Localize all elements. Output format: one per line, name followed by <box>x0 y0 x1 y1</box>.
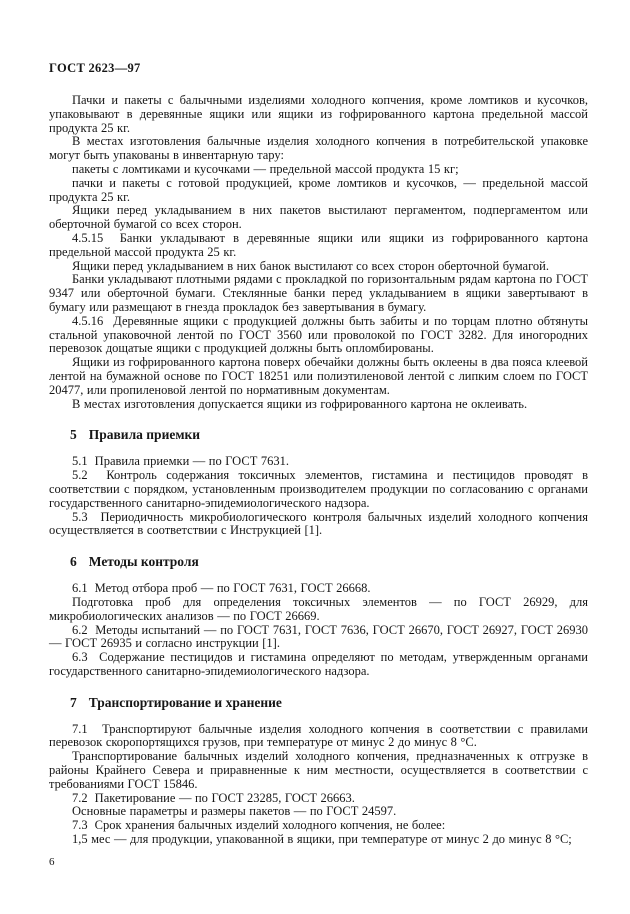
paragraph: Транспортирование балычных изделий холодного копчения, предназначенных к отгрузке в районы Крайнего Севера и приравненные к ним местности, осуществляется в соответствии с требованиями ГОСТ 15846. <box>49 749 588 791</box>
paragraph: В местах изготовления балычные изделия холодного копчения в потребительской упаковке могут быть упакованы в инвентарную тару: <box>49 134 588 163</box>
paragraph: пакеты с ломтиками и кусочками — предельной массой продукта 15 кг; <box>72 161 459 176</box>
page-number: 6 <box>49 855 55 868</box>
paragraph: пачки и пакеты с готовой продукцией, кроме ломтиков и кусочков, — предельной массой продукта 25 кг. <box>49 175 588 204</box>
section-heading-7 <box>70 695 588 710</box>
paragraph: Подготовка проб для определения токсичных элементов — по ГОСТ 26929, для микробиологических анализов — по ГОСТ 26669. <box>49 594 588 623</box>
paragraph: Банки укладывают плотными рядами с прокладкой по горизонтальным рядам картона по ГОСТ 9347 или оберточной бумаги. Стеклянные банки перед укладыванием в ящики завертывают в бумагу или размещают в гнезда прокладок без завертывания в бумагу. <box>49 272 588 314</box>
section-heading-6 <box>70 554 588 569</box>
paragraph: 1,5 мес — для продукции, упакованной в ящики, при температуре от минус 2 до минус 8 °С; <box>72 832 572 847</box>
paragraph: 6.2 Методы испытаний — по ГОСТ 7631, ГОСТ 7636, ГОСТ 26670, ГОСТ 26927, ГОСТ 26930 — ГОСТ 26935 и согласно инструкции [1]. <box>49 622 588 651</box>
document-body <box>49 94 588 847</box>
section-heading-5 <box>70 427 588 442</box>
section-title: Транспортирование и хранение <box>88 694 282 710</box>
standard-code: ГОСТ 2623—97 <box>49 61 141 75</box>
paragraph: Ящики из гофрированного картона поверх обечайки должны быть оклеены в два пояса клеевой лентой на бумажной основе по ГОСТ 18251 или полиэтиленовой лентой с липким слоем по ГОСТ 20477, или пропиленовой лентой по нормативным документам. <box>49 355 588 397</box>
paragraph: 6.1 Метод отбора проб — по ГОСТ 7631, ГОСТ 26668. <box>72 581 371 596</box>
section-number: 5 <box>70 427 77 443</box>
paragraph: 6.3 Содержание пестицидов и гистамина определяют по методам, утвержденным органами государственного санитарно-эпидемиологического надзора. <box>49 650 588 678</box>
paragraph: Пачки и пакеты с балычными изделиями холодного копчения, кроме ломтиков и кусочков, упаковывают в деревянные ящики или ящики из гофрированного картона предельной массой продукта 25 кг. <box>49 93 588 135</box>
paragraph: 7.3 Срок хранения балычных изделий холодного копчения, не более: <box>72 818 446 833</box>
section-number: 7 <box>70 694 77 710</box>
paragraph: 4.5.16 Деревянные ящики с продукцией должны быть забиты и по торцам плотно обтянуты стальной упаковочной лентой по ГОСТ 3560 или проволокой по ГОСТ 3282. Для иногородних перевозок дощатые ящики с продукцией должны быть опломбированы. <box>49 313 588 356</box>
paragraph: Основные параметры и размеры пакетов — по ГОСТ 24597. <box>72 804 397 819</box>
paragraph: В местах изготовления допускается ящики из гофрированного картона не оклеивать. <box>72 396 528 411</box>
paragraph: 4.5.15 Банки укладывают в деревянные ящики или ящики из гофрированного картона предельной массой продукта 25 кг. <box>49 230 588 259</box>
section-title: Правила приемки <box>88 427 201 443</box>
section-title: Методы контроля <box>88 554 199 570</box>
paragraph: 5.3 Периодичность микробиологического контроля балычных изделий холодного копчения осуществляется в соответствии с Инструкцией [1]. <box>49 509 588 538</box>
paragraph: Ящики перед укладыванием в них банок выстилают со всех сторон оберточной бумагой. <box>72 258 549 273</box>
paragraph: 5.1 Правила приемки — по ГОСТ 7631. <box>72 454 289 469</box>
paragraph: 7.2 Пакетирование — по ГОСТ 23285, ГОСТ 26663. <box>72 790 355 805</box>
paragraph: 5.2 Контроль содержания токсичных элементов, гистамина и пестицидов проводят в соответствии с порядком, установленным производителем продукции по согласованию с органами государственного санитарно-эпидемиологического надзора. <box>49 468 588 510</box>
section-number: 6 <box>70 554 77 570</box>
paragraph: Ящики перед укладыванием в них пакетов выстилают пергаментом, подпергаментом или оберточной бумагой со всех сторон. <box>49 203 588 232</box>
paragraph: 7.1 Транспортируют балычные изделия холодного копчения в соответствии с правилами перевозок скоропортящихся грузов, при температуре от минус 2 до минус 8 °С. <box>49 721 588 750</box>
